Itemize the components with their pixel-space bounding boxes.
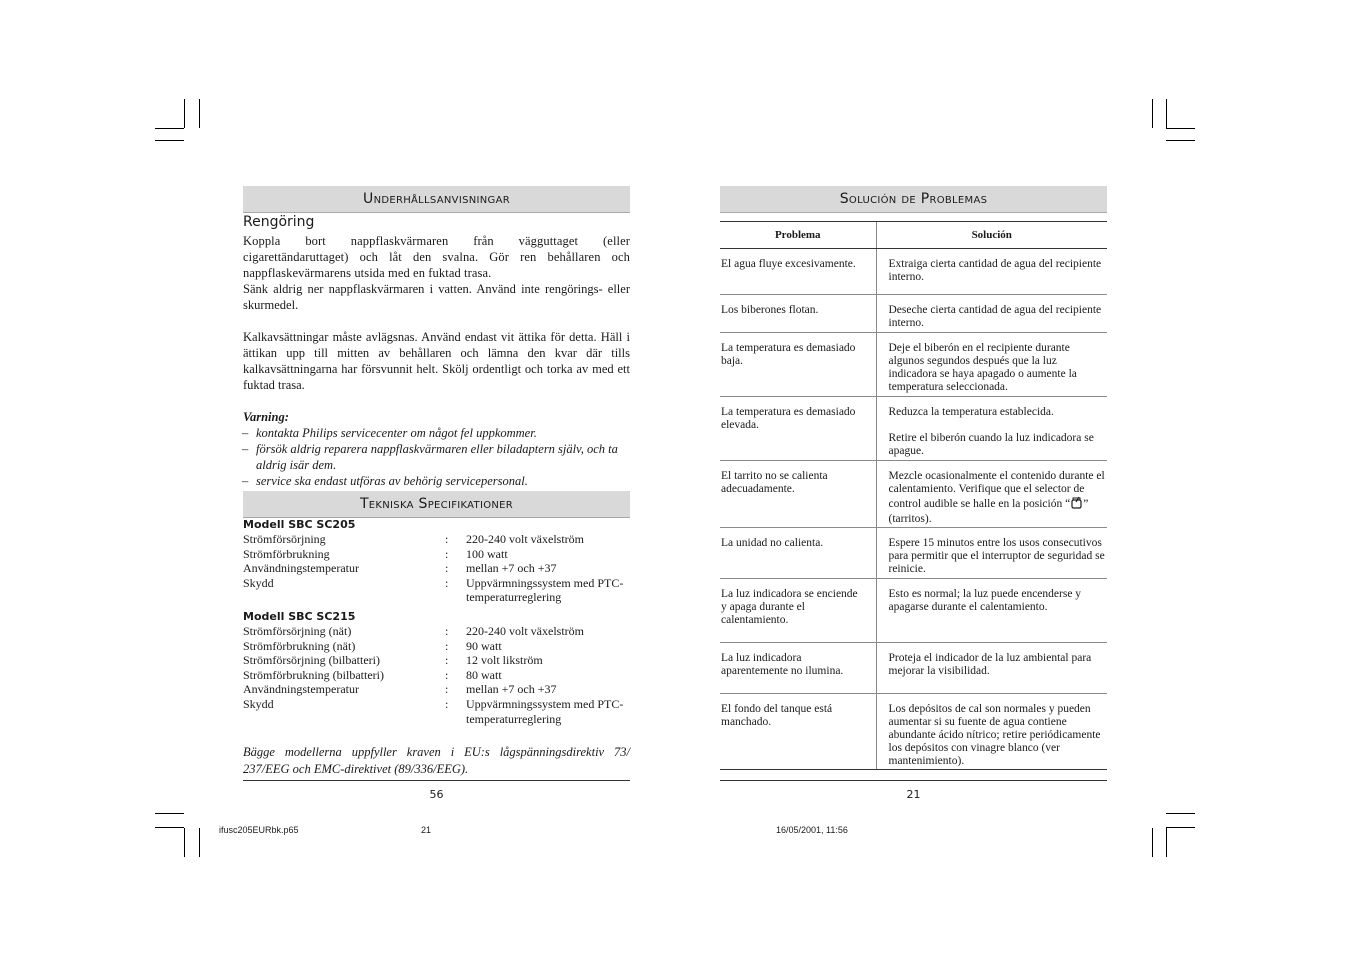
spec-row: Strömförbrukning : 100 watt: [243, 546, 508, 561]
table-row: [720, 333, 1107, 397]
problem-column-header: Problema: [720, 222, 876, 249]
specs-heading: Tekniska Specifikationer: [243, 491, 630, 518]
left-page-number: 56: [429, 788, 444, 801]
table-row: [720, 249, 1107, 295]
table-row: [720, 694, 1107, 770]
cleaning-subtitle: Rengöring: [243, 214, 315, 230]
left-page-rule: [243, 780, 630, 781]
cleaning-paragraph-1b: Sänk aldrig ner nappflaskvärmaren i vatten. Använd inte rengörings- eller skurmedel.: [243, 282, 630, 312]
spec-row: Användningstemperatur : mellan +7 och +37: [243, 682, 557, 697]
solution-cell: Espere 15 minutos entre los usos consecutivos para permitir que el interruptor de seguridad se reinicie.: [876, 528, 1107, 579]
model-title: Modell SBC SC215: [243, 609, 356, 623]
solution-cell: Mezcle ocasionalmente el contenido durante el calentamiento. Verifique que el selector de control audible se halle en la posición “ ” (tarritos).: [876, 461, 1107, 528]
problem-cell: El agua fluye excesivamente.: [721, 258, 856, 270]
problem-cell: La luz indicadora aparentemente no ilumina.: [720, 643, 876, 694]
right-page-rule: [720, 780, 1107, 781]
troubleshooting-table: [720, 221, 1107, 770]
solution-cell: Los depósitos de cal son normales y pueden aumentar si su fuente de agua contiene abundante ácido nítrico; retire periódicamente los depósitos con vinagre blanco (ver mantenimiento).: [876, 694, 1107, 770]
footer-datetime: 16/05/2001, 11:56: [776, 825, 848, 835]
troubleshooting-table-wrap: [720, 221, 1107, 770]
solution-cell: Extraiga cierta cantidad de agua del recipiente interno.: [876, 249, 1107, 295]
spec-table: [243, 624, 630, 726]
spec-table: [243, 532, 630, 605]
spec-row: Strömförbrukning (bilbatteri) : 80 watt: [243, 667, 502, 682]
warning-item: – kontakta Philips servicecenter om något fel uppkommer.: [242, 426, 537, 440]
problem-cell: La unidad no calienta.: [720, 528, 876, 579]
spec-row: Användningstemperatur : mellan +7 och +37: [243, 561, 557, 576]
warning-block: [243, 409, 630, 489]
spec-row: Strömförsörjning (nät) : 220-240 volt växelström: [243, 623, 584, 638]
solution-cell: Esto es normal; la luz puede encenderse y apagarse durante el calentamiento.: [876, 579, 1107, 643]
spec-row: Skydd : Uppvärmningssystem med PTC-temperaturreglering: [243, 696, 624, 726]
solution-cell: Proteja el indicador de la luz ambiental para mejorar la visibilidad.: [876, 643, 1107, 694]
spec-row: Strömförsörjning : 220-240 volt växelström: [243, 532, 584, 546]
model-title: Modell SBC SC205: [243, 518, 356, 531]
footer-page: 21: [421, 825, 432, 835]
table-row: [720, 579, 1107, 643]
problem-cell: La temperatura es demasiado baja.: [720, 333, 876, 397]
maintenance-heading: Underhållsanvisningar: [243, 186, 630, 213]
problem-cell: El fondo del tanque está manchado.: [720, 694, 876, 770]
solution-line: Reduzca la temperatura establecida.: [888, 406, 1054, 418]
maintenance-section: [243, 213, 630, 489]
table-header-row: [720, 222, 1107, 249]
warning-list: [242, 425, 630, 489]
warning-item: – försök aldrig reparera nappflaskvärmaren eller biladaptern själv, och ta aldrig isär dem.: [242, 442, 618, 472]
solution-cell: Deseche cierta cantidad de agua del recipiente interno.: [876, 295, 1107, 333]
problem-cell: La luz indicadora se enciende y apaga durante el calentamiento.: [720, 579, 876, 643]
spec-row: Skydd : Uppvärmningssystem med PTC-temperaturreglering: [243, 575, 624, 605]
spec-row: Strömförbrukning (nät) : 90 watt: [243, 638, 502, 653]
table-row: [720, 295, 1107, 333]
warning-title: Varning:: [243, 410, 289, 424]
right-page-number: 21: [906, 788, 921, 801]
compliance-note: Bägge modellerna uppfyller kraven i EU:s lågspänningsdirektiv 73/ 237/EEG och EMC-direktivet (89/336/EEG).: [243, 745, 630, 777]
solution-cell: [876, 397, 1107, 461]
footer-filename: ifusc205EURbk.p65: [219, 825, 299, 835]
specs-section: [243, 518, 630, 778]
warning-item: – service ska endast utföras av behörig servicepersonal.: [242, 474, 528, 488]
jar-icon: [1070, 496, 1083, 513]
problem-cell: El tarrito no se calienta adecuadamente.: [720, 461, 876, 528]
table-row: [720, 461, 1107, 528]
cleaning-paragraph-2: Kalkavsättningar måste avlägsnas. Använd endast vit ättika för detta. Häll i ättikan upp till mitten av behållaren och lämna den kvar där tills kalkavsättningarna har försvunnit helt. Skölj ordentligt och torka av med ett fuktad trasa.: [243, 330, 630, 392]
table-row: [720, 397, 1107, 461]
cleaning-paragraph-1: Koppla bort nappflaskvärmaren från vägguttaget (eller cigarettändaruttaget) och låt den svalna. Gör ren behållaren och nappflaskevärmarens utsida med en fuktad trasa.: [243, 234, 630, 280]
table-row: [720, 643, 1107, 694]
problem-cell: Los biberones flotan.: [720, 295, 876, 333]
table-row: [720, 528, 1107, 579]
problem-cell: La temperatura es demasiado elevada.: [720, 397, 876, 461]
spec-row: Strömförsörjning (bilbatteri) : 12 volt likström: [243, 653, 543, 668]
solution-line: Retire el biberón cuando la luz indicadora se apague.: [888, 432, 1094, 457]
troubleshooting-heading: Solución de Problemas: [720, 186, 1107, 213]
solution-column-header: Solución: [876, 222, 1107, 249]
solution-cell: Deje el biberón en el recipiente durante algunos segundos después que la luz indicadora se haya apagado o aumente la temperatura seleccionada.: [876, 333, 1107, 397]
